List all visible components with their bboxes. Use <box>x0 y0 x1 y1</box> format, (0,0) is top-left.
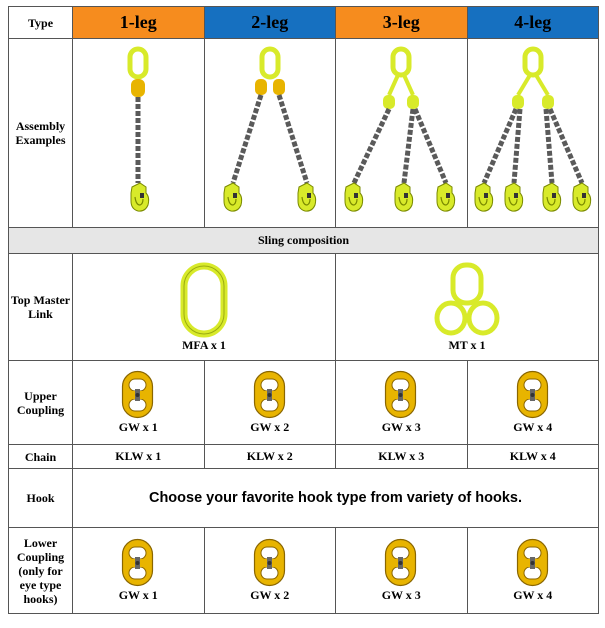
mfa-caption: MFA x 1 <box>182 337 226 352</box>
master-link-mt-icon <box>427 262 507 338</box>
coupling-link-icon <box>121 370 155 420</box>
upper-coupling-cell-1 <box>73 361 205 445</box>
sling-composition-heading: Sling composition <box>9 228 599 254</box>
mt-cell <box>336 254 599 361</box>
sling-2-leg-icon <box>205 43 335 223</box>
lower-coupling-label: Lower Coupling (only for eye type hooks) <box>9 528 73 614</box>
coupling-link-icon <box>384 370 418 420</box>
chain-cell-2: KLW x 2 <box>204 445 336 469</box>
header-1-leg: 1-leg <box>73 7 205 39</box>
assembly-1-leg-cell <box>73 39 205 228</box>
upper-coupling-label: Upper Coupling <box>9 361 73 445</box>
lower-coupling-cell-1 <box>73 528 205 614</box>
header-2-leg: 2-leg <box>204 7 336 39</box>
assembly-3-leg-cell <box>336 39 468 228</box>
upper-coupling-caption: GW x 3 <box>381 420 421 434</box>
coupling-link-icon <box>253 538 287 588</box>
mt-caption: MT x 1 <box>448 337 486 352</box>
type-header: Type <box>9 7 73 39</box>
top-master-link-row <box>9 254 599 361</box>
chain-cell-3: KLW x 3 <box>336 445 468 469</box>
sling-composition-row <box>9 228 599 254</box>
coupling-link-icon <box>384 538 418 588</box>
hook-row <box>9 469 599 528</box>
master-link-mfa-icon <box>174 262 234 338</box>
chain-row <box>9 445 599 469</box>
header-3-leg: 3-leg <box>336 7 468 39</box>
header-4-leg: 4-leg <box>467 7 599 39</box>
assembly-4-leg-cell <box>467 39 599 228</box>
lower-coupling-cell-2 <box>204 528 336 614</box>
upper-coupling-caption: GW x 4 <box>513 420 553 434</box>
upper-coupling-row <box>9 361 599 445</box>
header-row <box>9 7 599 39</box>
sling-composition-table <box>8 6 599 614</box>
lower-coupling-caption: GW x 2 <box>250 588 290 602</box>
assembly-row <box>9 39 599 228</box>
hook-label: Hook <box>9 469 73 528</box>
lower-coupling-caption: GW x 1 <box>118 588 158 602</box>
coupling-link-icon <box>516 538 550 588</box>
chain-label: Chain <box>9 445 73 469</box>
upper-coupling-cell-4 <box>467 361 599 445</box>
lower-coupling-row <box>9 528 599 614</box>
sling-4-leg-icon <box>468 43 598 223</box>
assembly-label: Assembly Examples <box>9 39 73 228</box>
coupling-link-icon <box>121 538 155 588</box>
mfa-cell <box>73 254 336 361</box>
lower-coupling-cell-3 <box>336 528 468 614</box>
upper-coupling-caption: GW x 2 <box>250 420 290 434</box>
lower-coupling-caption: GW x 4 <box>513 588 553 602</box>
hook-note: Choose your favorite hook type from variety of hooks. <box>73 469 599 528</box>
upper-coupling-cell-3 <box>336 361 468 445</box>
lower-coupling-cell-4 <box>467 528 599 614</box>
upper-coupling-caption: GW x 1 <box>118 420 158 434</box>
coupling-link-icon <box>516 370 550 420</box>
coupling-link-icon <box>253 370 287 420</box>
assembly-2-leg-cell <box>204 39 336 228</box>
sling-3-leg-icon <box>336 43 466 223</box>
chain-cell-1: KLW x 1 <box>73 445 205 469</box>
lower-coupling-caption: GW x 3 <box>381 588 421 602</box>
chain-cell-4: KLW x 4 <box>467 445 599 469</box>
top-master-link-label: Top Master Link <box>9 254 73 361</box>
sling-1-leg-icon <box>73 43 203 223</box>
upper-coupling-cell-2 <box>204 361 336 445</box>
